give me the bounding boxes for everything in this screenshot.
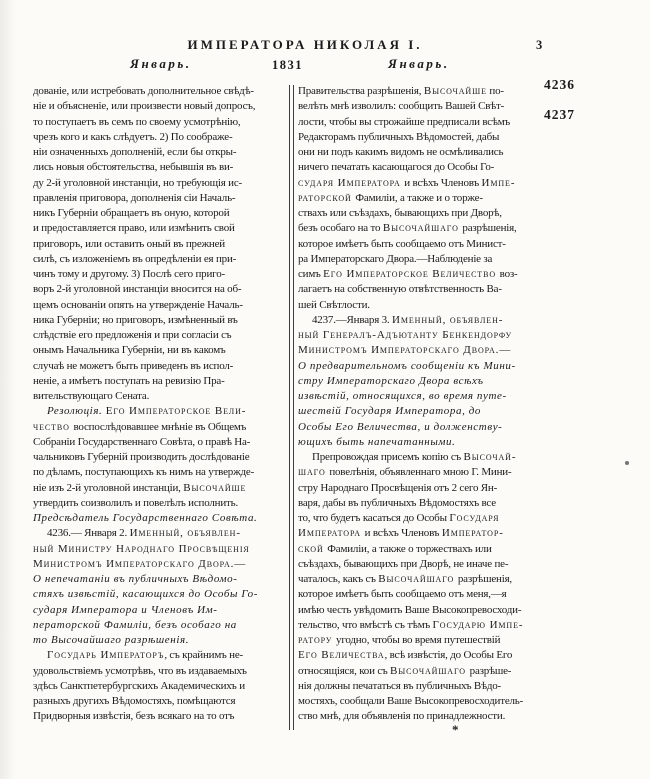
text-segment: стру Народнаго Просвѣщенія отъ 2 сего Ян- <box>298 481 498 494</box>
text-line <box>33 267 289 282</box>
text-line <box>33 450 289 465</box>
text-line <box>298 420 554 435</box>
text-line <box>298 603 554 618</box>
text-segment: повелѣнія, объявленнаго мною Г. Мини- <box>329 466 512 479</box>
text-segment: 4237.—Января 3. <box>312 313 393 326</box>
text-segment: ду 2-й уголовной инстанціи, но требующія ис- <box>33 176 242 189</box>
text-line <box>33 694 289 709</box>
text-segment: чальниковъ Губерній производить дослѣдованіе <box>33 451 250 463</box>
text-segment: относящіяся, кои съ <box>298 664 391 677</box>
text-segment: ника Губерніи; но приговоръ, измѣненный въ <box>33 313 238 326</box>
text-line <box>298 511 554 526</box>
text-line <box>33 511 289 526</box>
text-segment: ператорской Фамиліи, безъ особаго на <box>33 618 237 631</box>
text-segment: вительствующаго Сената. <box>33 390 150 402</box>
text-segment: Государю Импе- <box>432 618 524 631</box>
text-segment: разныхъ другихъ Вѣдомостяхъ, помѣщаются <box>33 695 236 707</box>
text-segment: шествій Государя Императора, до <box>298 405 482 418</box>
text-line <box>33 709 289 724</box>
text-line <box>298 557 554 572</box>
running-head-month-right: Январь. <box>388 56 450 71</box>
text-segment: Высочайшаго <box>382 222 463 235</box>
text-segment: то поступаетъ въ семъ по своему усмотрѣнію, <box>33 115 241 128</box>
text-segment: Высочайшаго <box>390 664 470 677</box>
text-segment: воръ 2-й уголовной инстанціи вносится на об- <box>33 283 242 296</box>
running-head-month-left: Январь. <box>130 56 192 71</box>
text-segment: Фамиліи, а также и о торже- <box>355 191 483 204</box>
text-segment: ющихъ быть напечатанными. <box>298 435 456 448</box>
text-segment: имѣю честь увѣдомить Ваше Высокопревосходи- <box>298 603 522 616</box>
text-segment: по- <box>486 85 504 97</box>
text-line <box>298 343 554 358</box>
text-line <box>33 633 289 648</box>
text-segment: шаго <box>298 466 330 479</box>
text-line <box>33 237 289 252</box>
text-line <box>298 679 554 694</box>
text-segment: ничего печатать касающагося до Особы Го- <box>298 161 495 174</box>
text-line <box>33 664 289 679</box>
text-line <box>33 328 289 343</box>
text-segment: Предсѣдатель Государственнаго Совѣта. <box>33 512 258 524</box>
text-segment: Министромъ Императорскаго Двора.— <box>33 557 247 570</box>
text-segment: ской <box>298 542 328 555</box>
text-line <box>33 206 289 221</box>
text-line <box>298 313 554 328</box>
text-line <box>298 465 554 480</box>
text-line <box>298 450 554 465</box>
text-line <box>298 587 554 602</box>
text-segment: Собраніи Государственнаго Совѣта, о правѣ На- <box>33 435 251 448</box>
text-segment: Именный, объявлен- <box>392 313 504 326</box>
text-line <box>33 359 289 374</box>
text-segment: ніи означенныхъ дополненій, если бы откры- <box>33 146 237 158</box>
text-segment: чаталось, какъ съ <box>298 573 379 585</box>
text-line <box>298 282 554 297</box>
text-segment: ніе и объясненіе, или произвести новый допросъ, <box>33 100 256 113</box>
text-line <box>298 160 554 175</box>
text-segment: лости, чтобы вы строжайше предписали всѣмъ <box>298 115 510 128</box>
text-segment: разрѣшенія, <box>457 573 512 585</box>
text-segment: Его Величества <box>298 649 385 662</box>
text-line <box>298 221 554 236</box>
text-segment: ра Императорскаго Двора.—Наблюденіе за <box>298 252 493 265</box>
text-line <box>298 359 554 374</box>
text-segment: они ни подъ какимъ видомъ не осмѣливались <box>298 146 504 158</box>
text-segment: варя, дабы въ публичныхъ Вѣдомостяхъ все <box>298 496 496 509</box>
text-segment: Государь Императоръ <box>47 649 165 662</box>
text-line <box>33 99 289 114</box>
text-segment: ствахъ или съѣздахъ, бывающихъ при Дворѣ, <box>298 207 502 219</box>
text-segment: лись новыя обстоятельства, небывшія въ ви- <box>33 161 234 174</box>
text-line <box>33 420 289 435</box>
text-segment: Фамиліи, а также о торжествахъ или <box>327 542 492 555</box>
text-line <box>33 679 289 694</box>
text-line <box>33 435 289 450</box>
text-segment: извѣстій, относящихся, во время путе- <box>298 390 507 402</box>
text-segment: Особы Его Величества, и долженству- <box>298 420 503 433</box>
text-line <box>298 252 554 267</box>
text-segment: мостяхъ, сообщали Ваше Высокопревосходитель- <box>298 695 524 707</box>
text-segment: Препровождая присемъ копію съ <box>312 451 464 463</box>
text-segment: Редакторамъ публичныхъ Вѣдомостей, дабы <box>298 130 500 143</box>
text-segment: Высочайше <box>183 481 247 494</box>
text-segment: нія должны печататься въ публичныхъ Вѣдо- <box>298 679 501 692</box>
text-line <box>33 160 289 175</box>
text-line <box>33 542 289 557</box>
text-line <box>33 343 289 358</box>
right-column <box>298 84 554 725</box>
text-segment: Резолюція. <box>47 405 106 418</box>
text-line <box>298 404 554 419</box>
left-column <box>33 84 289 725</box>
text-segment: воспослѣдовавшее мнѣніе въ Общемъ <box>73 420 247 433</box>
text-segment: дованіе, или истребовать дополнительное свѣдѣ- <box>33 85 254 97</box>
text-line <box>33 176 289 191</box>
text-line <box>33 145 289 160</box>
text-line <box>33 587 289 602</box>
text-line <box>298 542 554 557</box>
running-head-year: 1831 <box>272 58 303 72</box>
text-segment: разрѣше- <box>469 664 512 677</box>
text-line <box>298 435 554 450</box>
text-segment: 4236.— Января 2. <box>47 527 130 540</box>
text-segment: которое имѣетъ быть сообщаемо отъ меня,—я <box>298 588 507 601</box>
text-line <box>298 84 554 99</box>
text-line <box>298 206 554 221</box>
margin-act-number-1: 4236 <box>544 77 575 92</box>
text-line <box>298 633 554 648</box>
text-line <box>33 389 289 404</box>
text-segment: безъ особаго на то <box>298 222 383 235</box>
text-line <box>33 282 289 297</box>
text-line <box>298 648 554 663</box>
text-segment: здѣсь Санктпетербургскихъ Академическихъ и <box>33 679 245 692</box>
text-segment: слѣдствіе его предложенія и при согласіи съ <box>33 329 232 341</box>
text-line <box>33 252 289 267</box>
text-segment: удовольствіемъ усмотрѣвъ, что въ издаваемыхъ <box>33 664 247 677</box>
column-divider-rule <box>289 85 294 730</box>
page-title: ИМПЕРАТОРА НИКОЛАЯ I. <box>187 37 423 52</box>
text-segment: шей Свѣтлости. <box>298 298 370 311</box>
text-line <box>33 115 289 130</box>
text-line <box>33 313 289 328</box>
text-segment: Именный, объявлен- <box>129 527 241 540</box>
text-line <box>298 130 554 145</box>
text-segment: и всѣхъ Членовъ <box>364 527 442 540</box>
text-segment: щемъ основаніи опять на утвержденіе Началь- <box>33 298 243 311</box>
text-line <box>33 298 289 313</box>
text-line <box>298 191 554 206</box>
text-segment: , всѣ извѣстія, до Особы Его <box>384 649 513 662</box>
text-segment: Высочайшаго <box>378 573 458 585</box>
text-segment: ніе изъ 2-й уголовной инстанціи, <box>33 481 184 494</box>
text-line <box>298 618 554 633</box>
text-line <box>298 374 554 389</box>
text-segment: воз- <box>499 268 518 280</box>
text-segment: и всѣхъ Членовъ <box>404 176 482 189</box>
text-line <box>298 298 554 313</box>
text-segment: ство мнѣ, для объявленія по принадлежности. <box>298 710 506 723</box>
text-segment: по дѣламъ, поступающихъ къ нимъ на утвержде- <box>33 466 255 479</box>
text-line <box>33 465 289 480</box>
text-line <box>298 99 554 114</box>
text-line <box>33 557 289 572</box>
footnote-asterisk: * <box>452 722 459 737</box>
text-line <box>298 237 554 252</box>
text-line <box>298 526 554 541</box>
text-line <box>298 709 554 724</box>
text-segment: , съ крайнимъ не- <box>164 649 243 662</box>
text-segment: О предварительномъ сообщеніи къ Мини- <box>298 359 516 372</box>
text-segment: чинъ тому и другому. 3) Послѣ сего приго- <box>33 268 225 280</box>
text-segment: съѣздахъ, бывающихъ при Дворѣ, не иначе пе- <box>298 557 509 570</box>
text-line <box>298 115 554 130</box>
text-segment: Правительства разрѣшенія, <box>298 85 424 97</box>
text-segment: сударя Императора <box>298 176 405 189</box>
text-line <box>33 618 289 633</box>
text-segment: ратору <box>298 634 337 646</box>
text-line <box>33 572 289 587</box>
page-gutter-shadow <box>0 0 16 779</box>
text-line <box>298 496 554 511</box>
text-line <box>33 191 289 206</box>
text-segment: утвердить соизволилъ и повелѣлъ исполнить. <box>33 496 238 509</box>
text-line <box>298 328 554 343</box>
text-segment: Его Императорское Величество <box>323 268 500 280</box>
text-line <box>298 664 554 679</box>
text-segment: правленія приговора, дополненія сіи Началь- <box>33 191 236 204</box>
text-line <box>33 130 289 145</box>
text-line <box>298 176 554 191</box>
text-segment: Высочайше <box>423 85 487 97</box>
text-line <box>298 572 554 587</box>
text-segment: Императора <box>298 527 365 540</box>
text-segment: приговоръ, или оставить оный въ прежней <box>33 237 225 250</box>
text-line <box>298 481 554 496</box>
text-segment: симъ <box>298 268 324 280</box>
text-segment: и предоставляется право, или измѣнить свой <box>33 222 235 235</box>
text-segment: разрѣшенія, <box>462 222 517 235</box>
text-segment: онымъ Начальника Губерніи, ни въ какомъ <box>33 344 226 357</box>
text-segment: чество <box>33 420 74 433</box>
text-segment: стяхъ извѣстій, касающихся до Особы Го- <box>33 588 259 601</box>
text-segment: силѣ, съ изложеніемъ въ опредѣленіи ея при- <box>33 252 237 265</box>
text-segment: то Высочайшаго разрѣшенія. <box>33 634 190 646</box>
text-segment: ный Генералъ-Адъютанту Бенкендорфу <box>298 329 513 341</box>
text-line <box>33 603 289 618</box>
text-line <box>33 496 289 511</box>
text-segment: ный Министру Народнаго Просвѣщенія <box>33 542 250 555</box>
text-segment: угодно, чтобы во время путешествій <box>336 634 501 646</box>
text-line <box>298 694 554 709</box>
text-segment: О непечатаніи въ публичныхъ Вѣдомо- <box>33 573 238 585</box>
text-line <box>33 648 289 663</box>
text-line <box>33 526 289 541</box>
text-segment: Государя <box>449 512 500 524</box>
text-line <box>33 404 289 419</box>
text-segment: тельство, что вмѣстѣ съ тѣмъ <box>298 618 433 631</box>
text-line <box>298 389 554 404</box>
text-segment: которое имѣетъ быть сообщаемо отъ Минист- <box>298 237 506 250</box>
text-line <box>33 221 289 236</box>
text-segment: никъ Губерніи обращаетъ въ оную, которой <box>33 207 230 219</box>
text-segment: чрезъ кого и какъ слѣдуетъ. 2) По соображе- <box>33 130 233 143</box>
text-line <box>33 481 289 496</box>
text-line <box>33 84 289 99</box>
ink-speck <box>625 461 629 465</box>
text-segment: то, что будетъ касаться до Особы <box>298 512 450 524</box>
text-segment: велѣть мнѣ изволилъ: сообщить Вашей Свѣт- <box>298 100 505 113</box>
text-segment: раторской <box>298 191 356 204</box>
text-segment: стру Императорскаго Двора всѣхъ <box>298 374 484 387</box>
page-number: 3 <box>536 38 543 52</box>
text-segment: Министромъ Императорскаго Двора.— <box>298 344 512 357</box>
text-line <box>33 374 289 389</box>
text-segment: Император- <box>441 527 504 540</box>
text-segment: Его Императорское Вели- <box>105 405 247 418</box>
text-segment: лагаетъ на собственную отвѣтственность Ва- <box>298 283 502 296</box>
text-segment: сударя Императора и Членовъ Им- <box>33 603 218 616</box>
text-segment: Придворныя извѣстія, безъ всякаго на то отъ <box>33 710 235 723</box>
margin-act-number-2: 4237 <box>544 107 575 122</box>
text-segment: неніе, а имѣетъ поступать на ревизію Пра- <box>33 374 225 387</box>
text-line <box>298 145 554 160</box>
text-segment: Импе- <box>481 176 516 189</box>
text-line <box>298 267 554 282</box>
text-segment: случаѣ не можетъ быть приведенъ въ испол- <box>33 359 234 372</box>
text-segment: Высочай- <box>463 451 517 463</box>
